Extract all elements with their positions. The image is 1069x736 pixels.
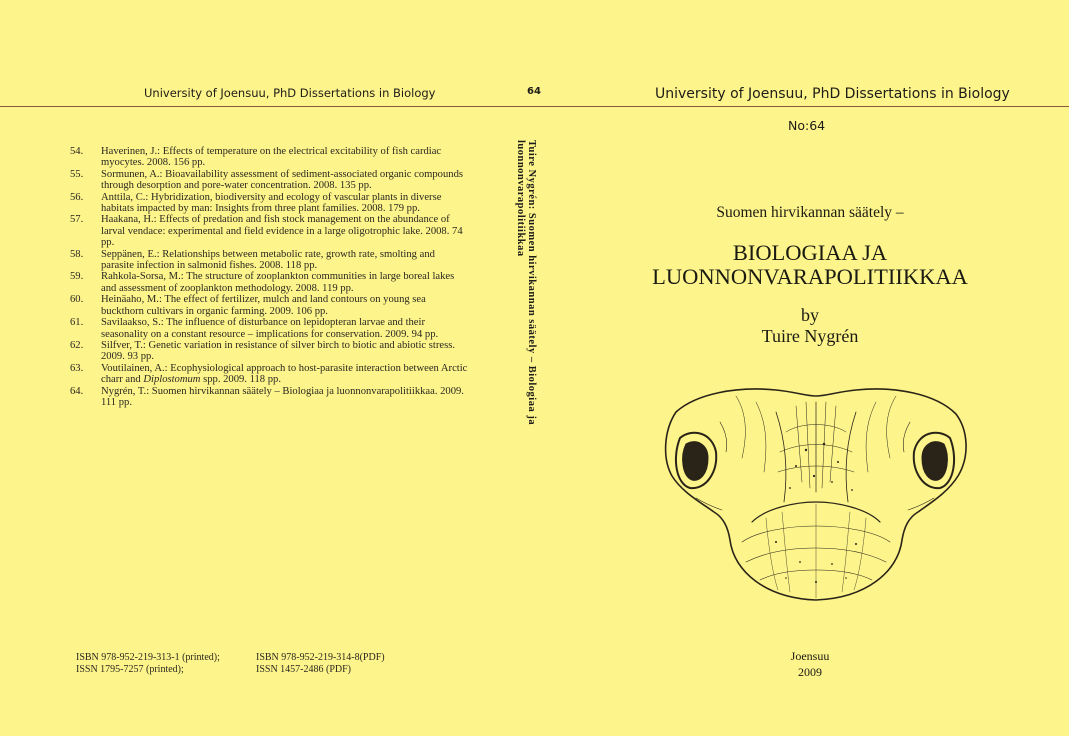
list-item	[70, 169, 470, 192]
spine-title: Tuire Nygrén: Suomen hirvikannan säätely – Biologiaa ja luonnonvarapolitiikkaa	[515, 140, 537, 426]
list-item	[70, 214, 470, 248]
list-item	[70, 340, 470, 363]
header-rule	[0, 106, 1069, 107]
item-number: 57.	[70, 214, 84, 226]
isbn-printed	[76, 652, 220, 676]
item-number: 62.	[70, 339, 84, 351]
item-text	[101, 363, 470, 386]
book-title	[600, 241, 1020, 289]
by-label: by	[801, 305, 819, 325]
item-text: Sormunen, A.: Bioavailability assessment of sediment-associated organic compounds through desorption and pore-water concentration. 2008. 135 pp.	[101, 168, 463, 192]
item-text-part: spp. 2009. 118 pp.	[200, 374, 281, 386]
item-text-part: Voutilainen, A.: Ecophysiological approach to host-parasite interaction between Arctic charr and	[101, 362, 468, 386]
isbn-line: ISBN 978-952-219-314-8(PDF)	[256, 652, 385, 663]
item-number: 60.	[70, 294, 84, 306]
item-text: Anttila, C.: Hybridization, biodiversity and ecology of vascular plants in diverse habitats impacted by man: Insights from three plant families. 2008. 179 pp.	[101, 191, 442, 215]
front-series-header: University of Joensuu, PhD Dissertations in Biology	[655, 86, 1010, 102]
book-subtitle: Suomen hirvikannan säätely –	[716, 204, 904, 221]
issn-line: ISSN 1795-7257 (printed);	[76, 664, 184, 675]
item-number: 63.	[70, 362, 84, 374]
dissertation-number: No:64	[788, 118, 826, 133]
list-item	[70, 146, 470, 169]
author-name: Tuire Nygrén	[761, 326, 859, 346]
item-number: 55.	[70, 168, 84, 180]
isbn-line: ISBN 978-952-219-313-1 (printed);	[76, 652, 220, 663]
list-item	[70, 294, 470, 317]
item-text: Savilaakso, S.: The influence of disturbance on lepidopteran larvae and their seasonality on a constant resource – implications for conservation. 2009. 94 pp.	[101, 317, 439, 340]
item-number: 56.	[70, 191, 84, 203]
item-text: Silfver, T.: Genetic variation in resistance of silver birch to biotic and abiotic stress. 2009. 93 pp.	[101, 339, 455, 363]
publication-year: 2009	[798, 665, 822, 679]
publication-info	[600, 648, 1020, 680]
list-item	[70, 363, 470, 386]
item-text: Seppänen, E.: Relationships between metabolic rate, growth rate, smolting and parasite infection in salmonid fishes. 2008. 118 pp.	[101, 248, 435, 272]
item-number: 58.	[70, 248, 84, 260]
title-line: BIOLOGIAA JA	[732, 240, 888, 265]
isbn-pdf	[256, 652, 385, 676]
publication-place: Joensuu	[790, 649, 830, 663]
back-series-header: University of Joensuu, PhD Dissertations in Biology	[144, 86, 436, 100]
item-text-italic: Diplostomum	[143, 374, 201, 386]
list-item	[70, 249, 470, 272]
item-text: Haverinen, J.: Effects of temperature on the electrical excitability of fish cardiac myocytes. 2008. 156 pp.	[101, 146, 442, 169]
title-line: LUONNONVARAPOLITIIKKAA	[652, 264, 968, 289]
moose-head-drawing-icon	[656, 372, 974, 604]
list-item	[70, 317, 470, 340]
item-text: Haakana, H.: Effects of predation and fish stock management on the abundance of larval vendace: experimental and field evidence in a large oligotrophic lake. 2008. 74 pp.	[101, 214, 463, 249]
issn-line: ISSN 1457-2486 (PDF)	[256, 664, 352, 675]
spine-number: 64	[527, 86, 541, 97]
list-item	[70, 271, 470, 294]
item-text: Heinäaho, M.: The effect of fertilizer, mulch and land contours on young sea buckthorn cultivars in organic farming. 2009. 106 pp.	[101, 294, 426, 317]
item-number: 54.	[70, 146, 84, 157]
item-text: Nygrén, T.: Suomen hirvikannan säätely – Biologiaa ja luonnonvarapolitiikkaa. 2009. 111 pp.	[101, 385, 464, 408]
item-text: Rahkola-Sorsa, M.: The structure of zooplankton communities in large boreal lakes and assessment of zooplankton methodology. 2008. 119 pp.	[101, 271, 455, 294]
item-number: 59.	[70, 271, 84, 283]
list-item	[70, 192, 470, 215]
series-list	[70, 146, 470, 408]
item-number: 61.	[70, 317, 84, 329]
list-item	[70, 386, 470, 409]
item-number: 64.	[70, 385, 84, 397]
